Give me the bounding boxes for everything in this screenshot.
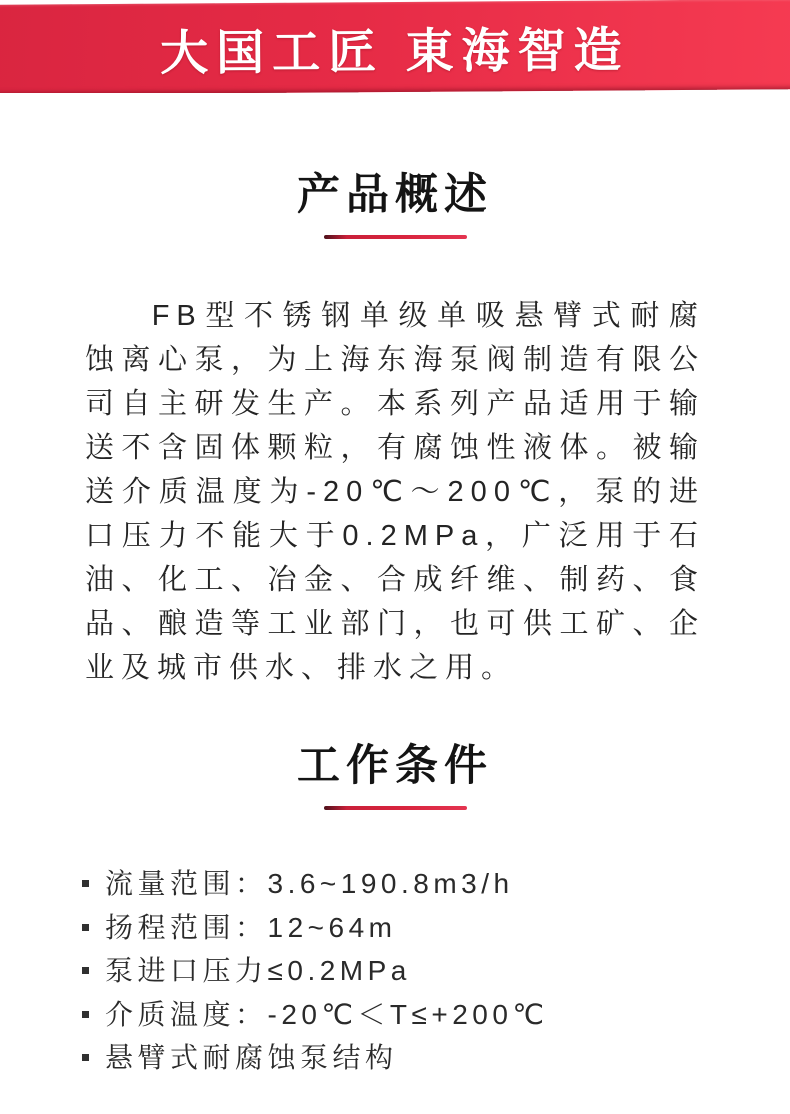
overview-paragraph: FB型不锈钢单级单吸悬臂式耐腐蚀离心泵，为上海东海泵阀制造有限公司自主研发生产。本系列产品适用于输送不含固体颗粒，有腐蚀性液体。被输送介质温度为-20℃～200℃，泵的进口压力不能大于0.2MPa，广泛用于石油、化工、冶金、合成纤维、制药、食品、酿造等工业部门，也可供工矿、企业及城市供水、排水之用。 — [85, 300, 705, 684]
list-item-text: 介质温度：-20℃＜T≤+200℃ — [105, 998, 549, 1030]
list-item-text: 流量范围：3.6~190.8m3/h — [105, 868, 514, 899]
list-item-text: 扬程范围：12~64m — [105, 911, 397, 943]
bullet-icon — [82, 967, 89, 974]
overview-title-underline — [324, 235, 467, 239]
list-item-text: 泵进口压力≤0.2MPa — [105, 955, 411, 986]
section-conditions — [0, 732, 790, 1080]
conditions-list — [82, 862, 730, 1080]
banner-title: 大国工匠 東海智造 — [160, 23, 630, 81]
list-item — [82, 1036, 730, 1080]
list-item-text: 悬臂式耐腐蚀泵结构 — [105, 1042, 398, 1073]
bullet-icon — [82, 880, 89, 887]
bullet-icon — [82, 924, 89, 931]
conditions-title: 工作条件 — [297, 742, 493, 790]
list-item — [82, 862, 730, 906]
list-item — [82, 993, 730, 1037]
list-item — [82, 906, 730, 950]
header-banner — [0, 0, 790, 93]
bullet-icon — [82, 1054, 89, 1061]
conditions-title-underline — [324, 806, 467, 810]
page-content — [0, 161, 790, 1080]
overview-title: 产品概述 — [297, 171, 493, 219]
section-overview — [0, 161, 790, 690]
list-item — [82, 949, 730, 993]
bullet-icon — [82, 1011, 89, 1018]
red-ribbon — [0, 0, 790, 93]
